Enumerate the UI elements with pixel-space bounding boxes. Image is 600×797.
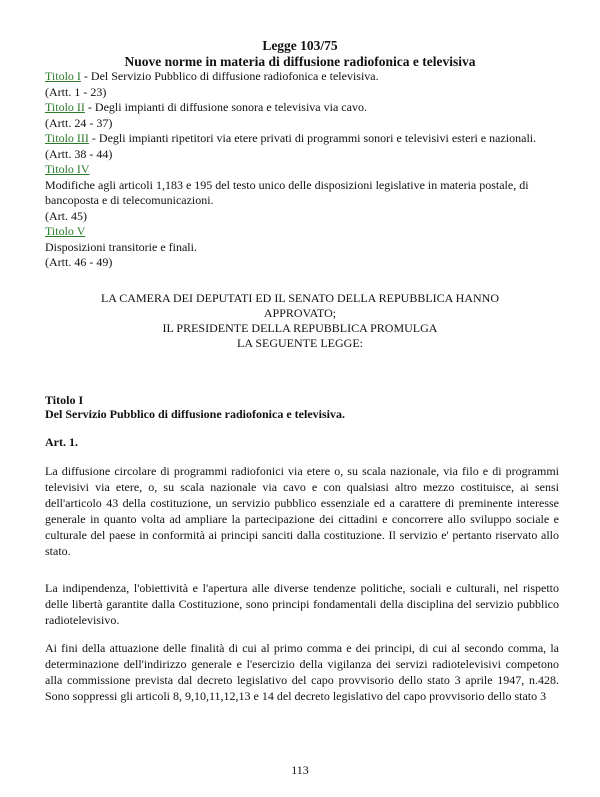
titolo-i-link[interactable]: Titolo I (45, 69, 81, 83)
section-titolo: Titolo I (45, 393, 84, 407)
law-title: Legge 103/75 (262, 38, 338, 53)
article-paragraph-2: La indipendenza, l'obiettività e l'apertura alle diverse tendenze politiche, sociali e culturali, nel rispetto delle libertà garantite dalla Costituzione, sono principi fondamentali della disciplina del servizio pubblico radiotelevisivo. (45, 581, 559, 627)
toc-entry-text: - Degli impianti ripetitori via etere privati di programmi sonori e televisivi esteri e nazionali. (88, 131, 537, 145)
toc-entry-text: - Degli impianti di diffusione sonora e televisiva via cavo. (84, 100, 367, 114)
table-of-contents (45, 69, 565, 271)
toc-entry-text: - Del Servizio Pubblico di diffusione radiofonica e televisiva. (80, 69, 379, 83)
toc-entry-text: Modifiche agli articoli 1,183 e 195 del testo unico delle disposizioni legislative in materia postale, di bancoposta e di telecomunicazioni. (45, 177, 529, 207)
page-number: 113 (291, 763, 309, 777)
toc-entry-5 (45, 224, 565, 240)
toc-entry-range: (Artt. 24 - 37) (45, 115, 113, 130)
titolo-iii-link[interactable]: Titolo III (45, 131, 89, 145)
law-subtitle: Nuove norme in materia di diffusione radiofonica e televisiva (124, 54, 476, 69)
section-heading: Del Servizio Pubblico di diffusione radiofonica e televisiva. (45, 407, 345, 421)
toc-entry-range: (Artt. 38 - 44) (45, 146, 113, 161)
toc-entry-text: Disposizioni transitorie e finali. (45, 239, 197, 254)
toc-entry-4 (45, 162, 565, 178)
promulgation-line-3: IL PRESIDENTE DELLA REPUBBLICA PROMULGA (162, 321, 438, 335)
promulgation-line-1: LA CAMERA DEI DEPUTATI ED IL SENATO DELLA REPUBBLICA HANNO (100, 291, 500, 305)
article-paragraph-3: Ai fini della attuazione delle finalità di cui al primo comma e dei principi, di cui al secondo comma, la determinazione dell'indirizzo generale e l'esercizio della vigilanza dei servizi radiotelevisivi competono alla commissione prevista dal decreto legislativo del capo provvisorio dello stato 3 aprile 1947, n.428. Sono soppressi gli articoli 8, 9,10,11,12,13 e 14 del decreto legislativo del capo provvisorio dello stato 3 (45, 641, 559, 703)
titolo-iv-link[interactable]: Titolo IV (45, 162, 90, 176)
toc-entry-3 (45, 131, 565, 147)
toc-entry-range: (Artt. 46 - 49) (45, 255, 113, 269)
toc-entry-1 (45, 69, 565, 85)
article-heading: Art. 1. (45, 435, 78, 449)
titolo-ii-link[interactable]: Titolo II (45, 100, 85, 114)
titolo-v-link[interactable]: Titolo V (45, 224, 86, 238)
promulgation-line-4: LA SEGUENTE LEGGE: (237, 336, 363, 350)
toc-entry-range: (Artt. 1 - 23) (45, 84, 107, 99)
promulgation-line-2: APPROVATO; (263, 306, 337, 320)
toc-entry-2 (45, 100, 565, 116)
article-paragraph-1: La diffusione circolare di programmi radiofonici via etere o, su scala nazionale, via filo e di programmi televisivi via etere, o, su scala nazionale via cavo e con qualsiasi altro mezzo costituisce, ai sensi dell'articolo 43 della costituzione, un servizio pubblico essenziale ed a carattere di preminente interesse generale in quanto volta ad ampliare la partecipazione dei cittadini e concorrere allo sviluppo sociale e culturale del paese in conformità ai principi sanciti dalla costituzione. Il servizio e' pertanto riservato allo stato. (45, 464, 559, 558)
toc-entry-range: (Art. 45) (45, 208, 87, 223)
